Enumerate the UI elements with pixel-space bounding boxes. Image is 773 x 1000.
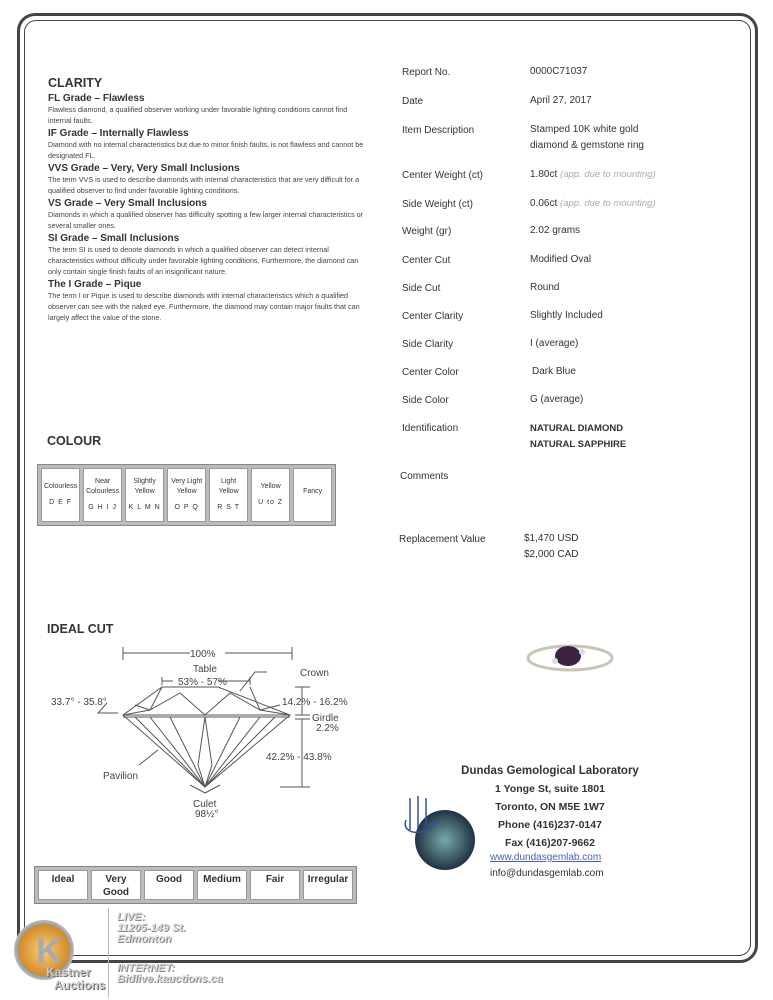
colour-name: Fancy [303, 488, 323, 495]
comments-label: Comments [400, 471, 449, 482]
colour-scale-table [37, 464, 336, 526]
colour-cell [251, 468, 290, 522]
colour-name: Light Yellow [218, 478, 239, 495]
watermark-divider [108, 908, 109, 998]
kastner-auctions-logo: K Kastner Auctions [6, 915, 106, 995]
live-city: Edmonton [117, 933, 172, 945]
colour-grades: O P Q [174, 504, 199, 511]
colour-title: COLOUR [47, 434, 102, 448]
side-cut-label: Side Cut [402, 283, 441, 294]
report-no-value: 0000C71037 [530, 66, 588, 77]
colour-name: Yellow [260, 483, 281, 490]
colour-cell [209, 468, 248, 522]
colour-grades: K L M N [128, 504, 161, 511]
center-cut-value: Modified Oval [530, 254, 592, 265]
grade-desc: Diamond with no internal characteristics but due to minor finish faults, is not flawless and cannot be designated FL. [48, 140, 364, 160]
weight-label: Weight (gr) [402, 226, 452, 237]
grade-title: FL Grade – Flawless [48, 93, 145, 104]
watermark-live [117, 912, 186, 945]
table-range: 53% - 57% [178, 677, 227, 688]
signature [398, 790, 448, 840]
side-color-value: G (average) [530, 394, 584, 405]
center-color-label: Center Color [402, 367, 459, 378]
girdle-label: Girdle [312, 713, 339, 724]
ideal-cut-title: IDEAL CUT [47, 622, 114, 636]
colour-name: Slightly Yellow [133, 478, 156, 495]
center-cut-label: Center Cut [402, 255, 451, 266]
center-weight-value: 1.80ct [530, 169, 558, 180]
internet-url: Bidlive.kauctions.ca [117, 973, 223, 985]
pavilion-label: Pavilion [103, 771, 139, 782]
width-label: 100% [190, 649, 216, 660]
date-label: Date [402, 96, 424, 107]
replacement-value-label: Replacement Value [399, 534, 486, 545]
item-description-label: Item Description [402, 125, 475, 136]
grade-title: IF Grade – Internally Flawless [48, 128, 189, 139]
center-color-value: Dark Blue [532, 366, 576, 377]
side-clarity-label: Side Clarity [402, 339, 454, 350]
grade-desc: The term SI is used to denote diamonds in which a qualified observer can detect internal characteristics without difficulty under favorable lighting conditions. Furthermore, the diamond can only contain single finish faults of an insignificant nature. [48, 245, 359, 276]
cut-grade-cell: Very Good [91, 870, 141, 900]
cut-grade-cell: Irregular [303, 870, 353, 900]
side-clarity-value: I (average) [530, 338, 579, 349]
crown-height: 14.2% - 16.2% [282, 697, 348, 708]
colour-cell [293, 468, 332, 522]
colour-cell [41, 468, 80, 522]
colour-name: Very Light Yellow [171, 478, 203, 495]
clarity-title: CLARITY [48, 76, 103, 90]
crown-label: Crown [300, 668, 329, 679]
culet-angle: 98½° [195, 809, 219, 820]
colour-grades: U to Z [258, 499, 284, 506]
colour-cell [167, 468, 206, 522]
side-weight-value: 0.06ct [530, 198, 558, 209]
grade-desc: The term I or Pique is used to describe diamonds with internal characteristics which a qualified observer can see with the naked eye. Furthermore, the diamond may contain major faults that can largely affect the value of the stone. [48, 291, 360, 322]
colour-grades: D E F [49, 499, 72, 506]
watermark-internet [117, 963, 223, 985]
replacement-cad: $2,000 CAD [524, 549, 579, 560]
center-clarity-value: Slightly Included [530, 310, 603, 321]
grade-title: VVS Grade – Very, Very Small Inclusions [48, 163, 240, 174]
center-weight-note: (app. due to mounting) [560, 169, 656, 180]
lab-city: Toronto, ON M5E 1W7 [495, 801, 605, 813]
side-color-label: Side Color [402, 395, 449, 406]
colour-cell [83, 468, 122, 522]
identification-line1: NATURAL DIAMOND [530, 423, 624, 434]
lab-website-link[interactable]: www.dundasgemlab.com [490, 852, 602, 863]
colour-grades: G H I J [88, 504, 117, 511]
item-description-line1: Stamped 10K white gold [530, 124, 639, 135]
logo-brand2: Auctions [54, 978, 106, 992]
cut-grade-cell: Good [144, 870, 194, 900]
replacement-usd: $1,470 USD [524, 533, 579, 544]
ring-photo [520, 628, 620, 683]
lab-name: Dundas Gemological Laboratory [461, 765, 639, 777]
grade-desc: Diamonds in which a qualified observer has difficulty spotting a few larger internal characteristics or several smaller ones. [48, 210, 364, 230]
date-value: April 27, 2017 [530, 95, 592, 106]
diamond-proportions-diagram [40, 635, 370, 825]
grade-title: SI Grade – Small Inclusions [48, 233, 180, 244]
side-weight-label: Side Weight (ct) [402, 199, 473, 210]
cut-grade-cell: Ideal [38, 870, 88, 900]
item-description-line2: diamond & gemstone ring [530, 140, 644, 151]
grade-title: The I Grade – Pique [48, 279, 142, 290]
live-address: 11205-149 St. [117, 922, 186, 934]
internet-label: INTERNET: [117, 962, 175, 974]
clarity-section [48, 76, 368, 323]
girdle-value: 2.2% [316, 723, 339, 734]
report-no-label: Report No. [402, 67, 451, 78]
center-weight-label: Center Weight (ct) [402, 170, 483, 181]
side-weight-note: (app. due to mounting) [560, 198, 656, 209]
lab-email: info@dundasgemlab.com [490, 868, 604, 879]
lab-phone: Phone (416)237-0147 [498, 819, 602, 831]
lab-address: 1 Yonge St, suite 1801 [495, 783, 605, 795]
grade-title: VS Grade – Very Small Inclusions [48, 198, 207, 209]
identification-line2: NATURAL SAPPHIRE [530, 439, 627, 450]
logo-brand1: Kastner [46, 965, 91, 979]
culet-label: Culet [193, 799, 217, 810]
cut-grade-table [34, 866, 357, 904]
colour-grades: R S T [217, 504, 241, 511]
lab-fax: Fax (416)207-9662 [505, 837, 595, 849]
side-cut-value: Round [530, 282, 560, 293]
identification-label: Identification [402, 423, 459, 434]
colour-name: Colourless [44, 483, 78, 490]
live-label: LIVE: [117, 911, 146, 923]
pavilion-depth: 42.2% - 43.8% [266, 752, 332, 763]
table-label: Table [193, 664, 217, 675]
grade-desc: Flawless diamond, a qualified observer working under favorable lighting conditions cannot find internal faults. [48, 105, 348, 125]
cut-grade-cell: Fair [250, 870, 300, 900]
grade-desc: The term VVS is used to describe diamonds with internal characteristics that are very difficult for a qualified observer to find under favorable lighting conditions. [48, 175, 360, 195]
crown-angle: 33.7° - 35.8° [51, 697, 107, 708]
colour-name: Near Colourless [86, 478, 120, 495]
center-clarity-label: Center Clarity [402, 311, 464, 322]
colour-cell [125, 468, 164, 522]
cut-grade-cell: Medium [197, 870, 247, 900]
weight-value: 2.02 grams [530, 225, 581, 236]
